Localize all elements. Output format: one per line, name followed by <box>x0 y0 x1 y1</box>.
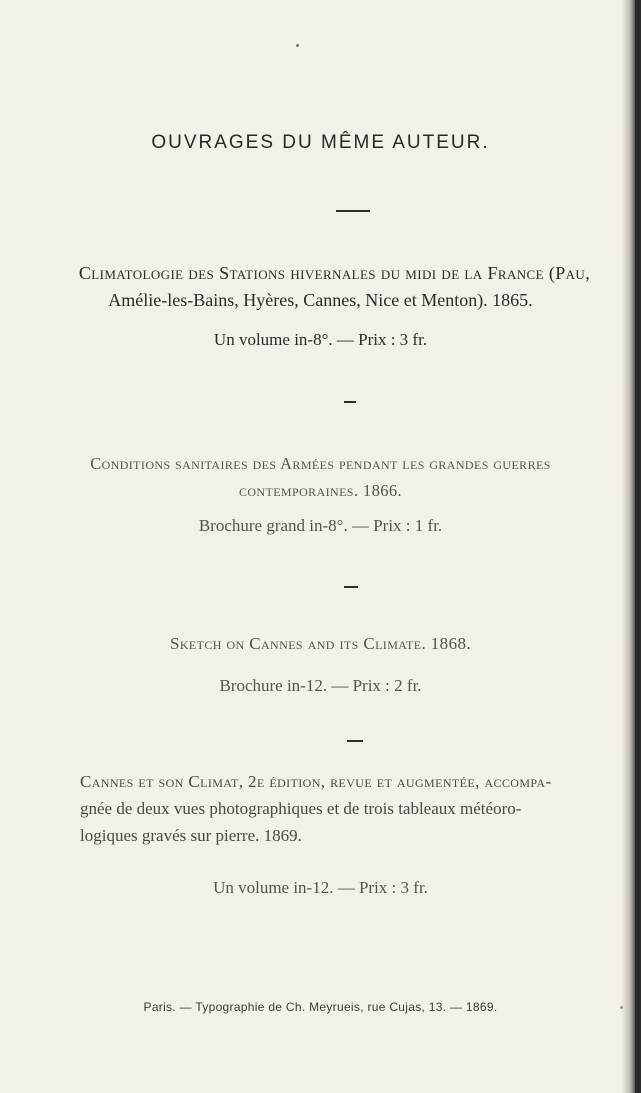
work-entry-sketch <box>0 630 641 657</box>
page-heading: OUVRAGES DU MÊME AUTEUR. <box>151 132 490 153</box>
entry-price: Brochure in-12. — Prix : 2 fr. <box>219 676 422 695</box>
entry-title-line: Cannes et son Climat, 2e édition, revue et augmentée, accompa- <box>80 772 552 791</box>
entry-title-line: Climatologie des Stations hivernales du midi de la France (Pau, <box>78 263 591 283</box>
entry-title-line: logiques gravés sur pierre. 1869. <box>80 826 302 845</box>
entry-price: Brochure grand in-8°. — Prix : 1 fr. <box>198 516 443 535</box>
entry-price: Un volume in-8°. — Prix : 3 fr. <box>213 330 428 349</box>
entry-title-line: contemporaines. 1866. <box>238 481 403 500</box>
entry-price: Un volume in-12. — Prix : 3 fr. <box>213 878 428 897</box>
speck-mark <box>296 44 299 47</box>
entry-title-line: Amélie-les-Bains, Hyères, Cannes, Nice et Menton). 1865. <box>108 290 533 310</box>
work-entry-conditions <box>0 450 641 504</box>
printer-imprint: Paris. — Typographie de Ch. Meyrueis, rue Cujas, 13. — 1869. <box>143 1000 498 1014</box>
entry-title-line: gnée de deux vues photographiques et de trois tableaux météoro- <box>80 799 522 818</box>
entry-title-line: Sketch on Cannes and its Climate. 1868. <box>169 634 472 653</box>
work-entry-climatologie <box>0 260 641 314</box>
divider-rule <box>336 210 370 212</box>
work-entry-cannes <box>80 768 600 849</box>
divider-rule <box>344 401 356 403</box>
page-edge-dark <box>635 0 641 1093</box>
divider-rule <box>347 740 363 742</box>
divider-rule <box>344 586 358 588</box>
speck-mark <box>620 1006 623 1009</box>
entry-title-line: Conditions sanitaires des Armées pendant les grandes guerres <box>90 454 551 473</box>
